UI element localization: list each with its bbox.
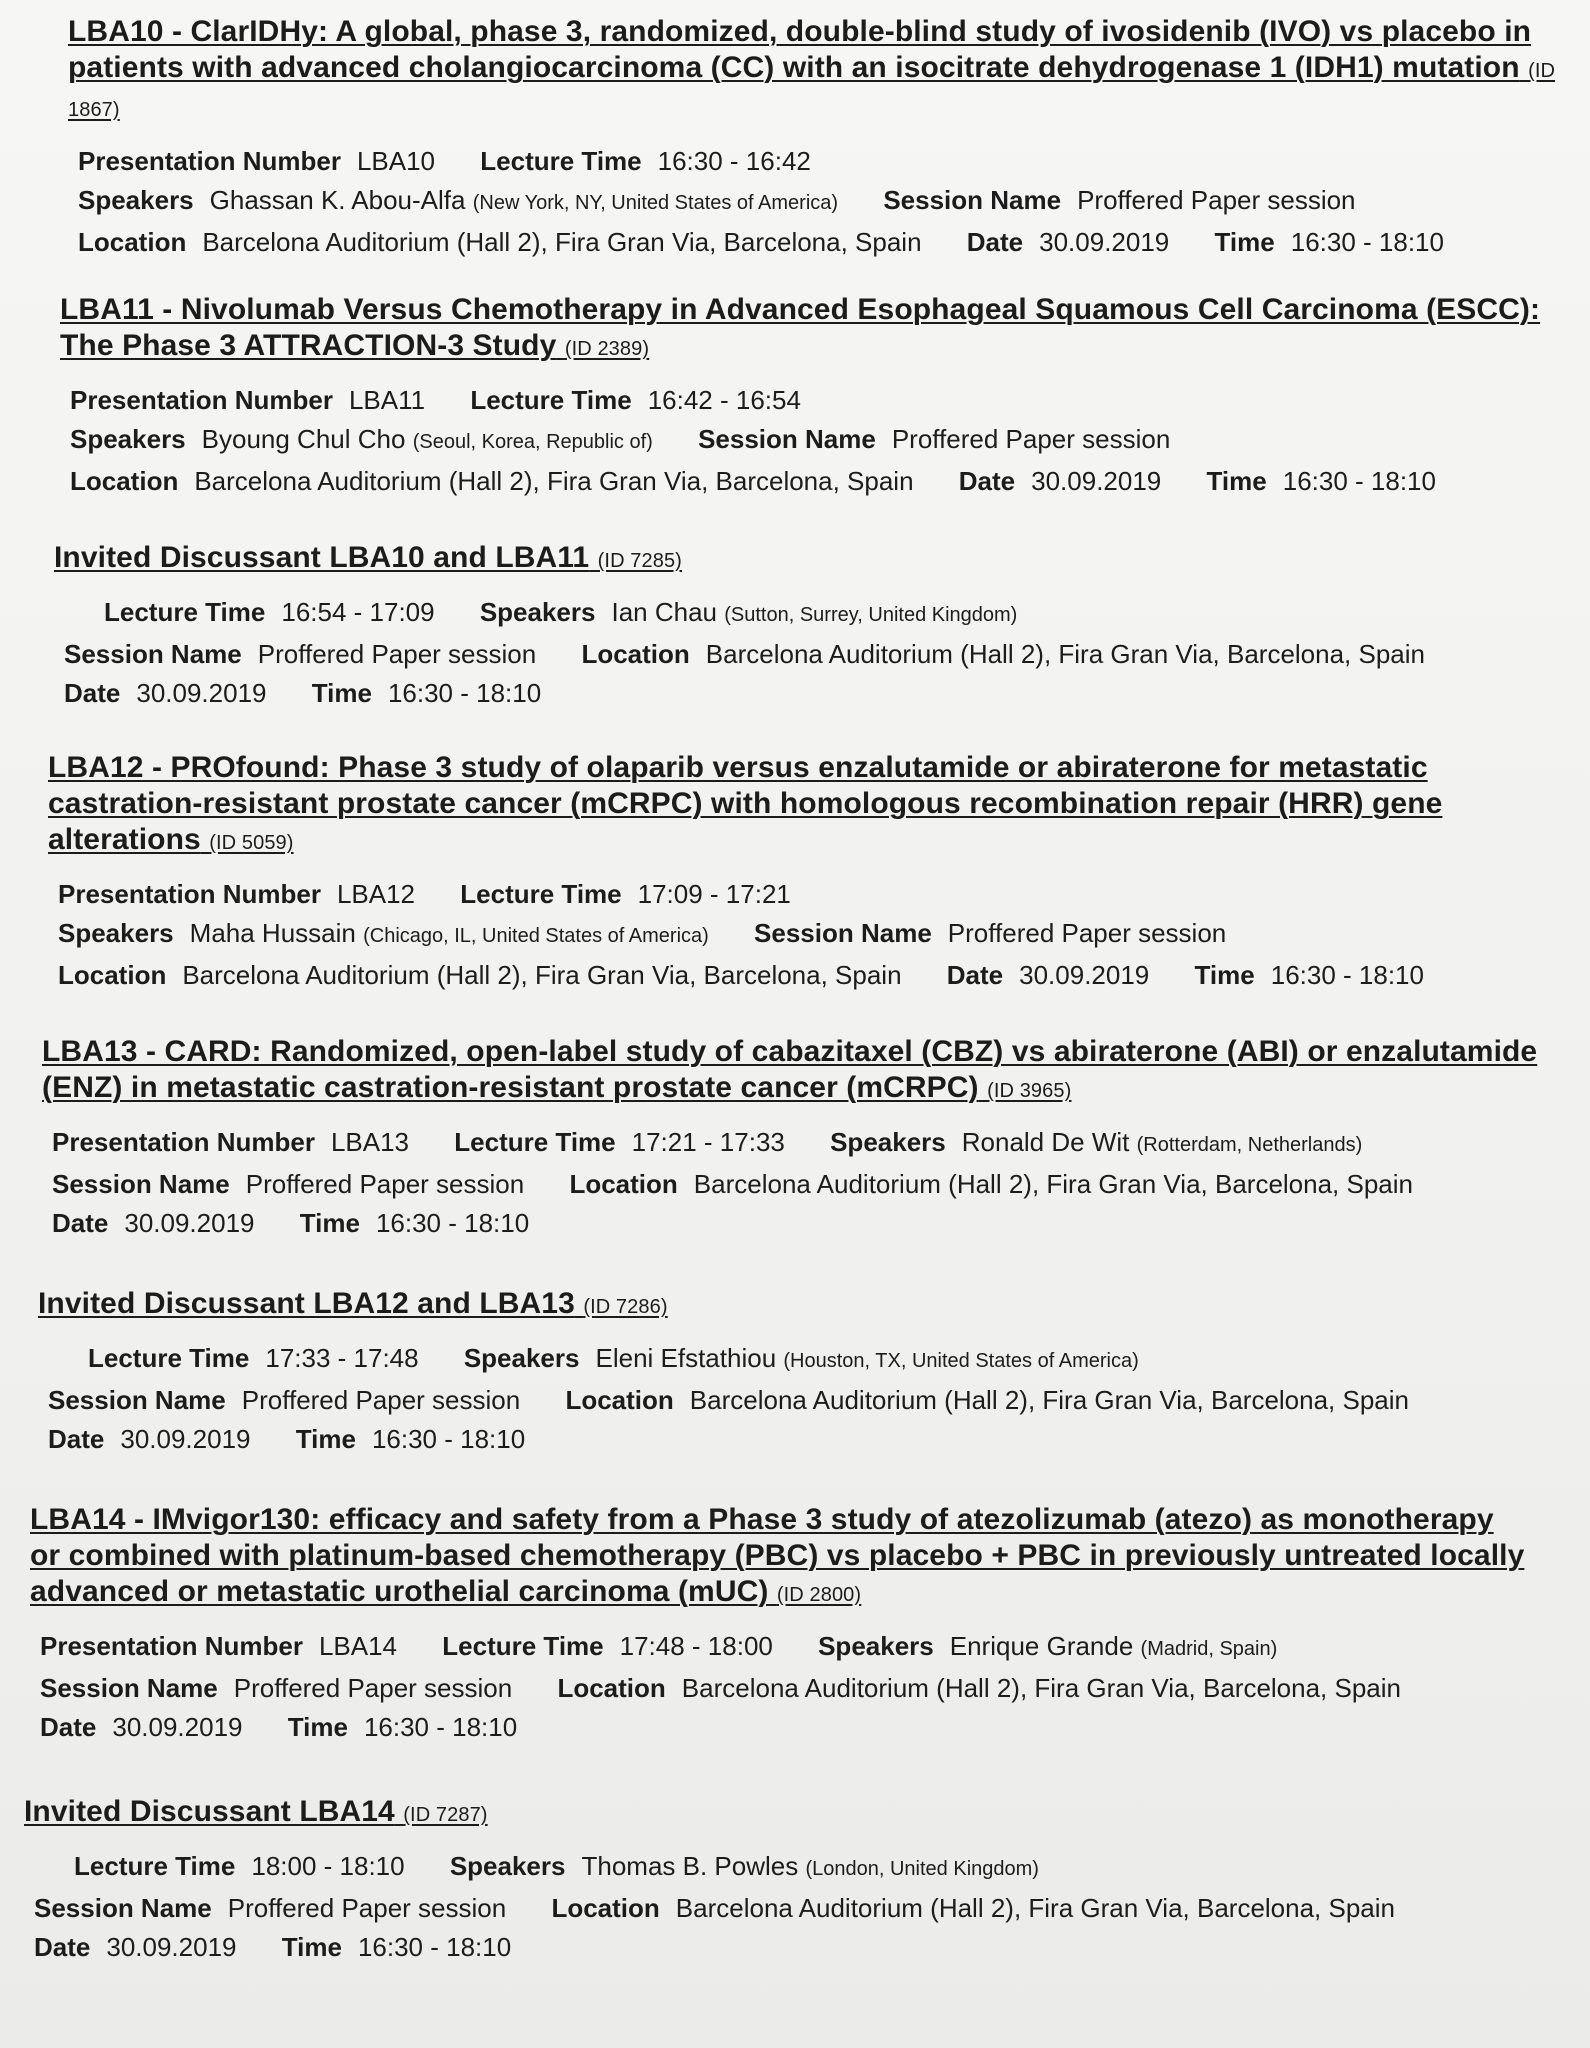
time-label: Time <box>1206 466 1267 496</box>
speakers-label: Speakers <box>463 1343 580 1373</box>
lecture-time-label: Lecture Time <box>88 1343 250 1373</box>
location-value: Barcelona Auditorium (Hall 2), Fira Gran Via, Barcelona, Spain <box>202 227 922 257</box>
date-label: Date <box>966 227 1024 257</box>
location-label: Location <box>557 1673 666 1703</box>
time-value: 16:30 - 18:10 <box>375 1208 530 1238</box>
time-value: 16:30 - 18:10 <box>387 678 542 708</box>
abstract-id: (ID 7287) <box>403 1804 488 1826</box>
abstract-title[interactable]: LBA13 - CARD: Randomized, open-label study of cabazitaxel (CBZ) vs abiraterone (ABI) or enzalutamide (ENZ) in metastatic castration-resistant prostate cancer (mCRPC) (ID 3965) <box>42 1035 1538 1104</box>
presentation-number-value: LBA14 <box>318 1631 398 1661</box>
discussant-title[interactable]: Invited Discussant LBA10 and LBA11 (ID 7285) <box>54 541 682 574</box>
session-name-value: Proffered Paper session <box>233 1673 513 1703</box>
abstract-id: (ID 7285) <box>597 550 682 572</box>
presentation-number-value: LBA11 <box>348 385 426 415</box>
speaker-name: Maha Hussain <box>189 918 356 948</box>
session-name-value: Proffered Paper session <box>257 639 537 669</box>
discussant-meta <box>24 1847 1524 1967</box>
speakers-label: Speakers <box>479 597 596 627</box>
lecture-time-label: Lecture Time <box>470 385 632 415</box>
abstract-entry <box>60 292 1560 501</box>
speakers-label: Speakers <box>449 1851 566 1881</box>
time-label: Time <box>299 1208 360 1238</box>
presentation-number-value: LBA12 <box>336 879 416 909</box>
speaker-name: Ronald De Wit <box>961 1127 1130 1157</box>
speaker-name: Ian Chau <box>611 597 718 627</box>
date-value: 30.09.2019 <box>120 1424 251 1454</box>
speaker-affiliation: (Houston, TX, United States of America) <box>783 1350 1139 1372</box>
date-label: Date <box>34 1932 91 1962</box>
abstract-entry <box>48 750 1548 995</box>
location-value: Barcelona Auditorium (Hall 2), Fira Gran Via, Barcelona, Spain <box>182 960 902 990</box>
location-value: Barcelona Auditorium (Hall 2), Fira Gran Via, Barcelona, Spain <box>705 639 1425 669</box>
time-label: Time <box>1194 960 1255 990</box>
session-name-label: Session Name <box>64 639 242 669</box>
date-value: 30.09.2019 <box>1039 227 1170 257</box>
presentation-number-value: LBA13 <box>330 1127 410 1157</box>
lecture-time-label: Lecture Time <box>480 146 642 176</box>
location-label: Location <box>78 227 187 257</box>
discussant-title[interactable]: Invited Discussant LBA14 (ID 7287) <box>24 1795 488 1828</box>
location-value: Barcelona Auditorium (Hall 2), Fira Gran Via, Barcelona, Spain <box>689 1385 1409 1415</box>
date-label: Date <box>40 1712 97 1742</box>
speakers-label: Speakers <box>58 918 174 948</box>
session-name-label: Session Name <box>48 1385 226 1415</box>
abstract-entry <box>42 1034 1542 1243</box>
date-label: Date <box>946 960 1004 990</box>
location-label: Location <box>581 639 690 669</box>
date-value: 30.09.2019 <box>106 1932 237 1962</box>
lecture-time-value: 16:54 - 17:09 <box>281 597 435 627</box>
discussant-entry <box>24 1794 1524 1967</box>
speaker-affiliation: (Sutton, Surrey, United Kingdom) <box>724 604 1018 626</box>
lecture-time-value: 17:33 - 17:48 <box>265 1343 419 1373</box>
date-value: 30.09.2019 <box>1019 960 1150 990</box>
session-name-value: Proffered Paper session <box>245 1169 525 1199</box>
time-value: 16:30 - 18:10 <box>1282 466 1436 496</box>
lecture-time-label: Lecture Time <box>104 597 266 627</box>
discussant-title[interactable]: Invited Discussant LBA12 and LBA13 (ID 7286) <box>38 1287 668 1320</box>
session-name-value: Proffered Paper session <box>241 1385 521 1415</box>
discussant-entry <box>54 540 1554 713</box>
presentation-number-label: Presentation Number <box>58 879 321 909</box>
speaker-name: Ghassan K. Abou-Alfa <box>209 185 466 215</box>
time-value: 16:30 - 18:10 <box>1270 960 1424 990</box>
presentation-number-label: Presentation Number <box>52 1127 315 1157</box>
speakers-label: Speakers <box>830 1127 946 1157</box>
abstract-meta <box>68 142 1568 262</box>
location-label: Location <box>58 960 167 990</box>
abstract-title[interactable]: LBA12 - PROfound: Phase 3 study of olaparib versus enzalutamide or abiraterone for metastatic castration-resistant prostate cancer (mCRPC) with homologous recombination repair (HRR) gene alterations (ID 5059) <box>48 751 1443 856</box>
location-value: Barcelona Auditorium (Hall 2), Fira Gran Via, Barcelona, Spain <box>681 1673 1401 1703</box>
abstract-meta <box>60 381 1560 501</box>
time-label: Time <box>311 678 372 708</box>
date-label: Date <box>52 1208 109 1238</box>
speaker-affiliation: (Madrid, Spain) <box>1140 1638 1278 1660</box>
speaker-affiliation: (New York, NY, United States of America) <box>472 192 839 214</box>
date-value: 30.09.2019 <box>1031 466 1162 496</box>
session-name-label: Session Name <box>754 918 932 948</box>
location-label: Location <box>569 1169 678 1199</box>
abstract-id: (ID 3965) <box>987 1080 1072 1102</box>
abstract-title[interactable]: LBA14 - IMvigor130: efficacy and safety from a Phase 3 study of atezolizumab (atezo) as monotherapy or combined with platinum-based chemotherapy (PBC) vs placebo + PBC in previously untreated locally advanced or metastatic urothelial carcinoma (mUC) (ID 2800) <box>30 1503 1525 1608</box>
session-name-value: Proffered Paper session <box>1077 185 1356 215</box>
time-value: 16:30 - 18:10 <box>1290 227 1444 257</box>
abstract-id: (ID 1867) <box>68 60 1556 121</box>
abstract-entry <box>68 14 1568 262</box>
date-label: Date <box>48 1424 105 1454</box>
session-name-value: Proffered Paper session <box>891 424 1171 454</box>
lecture-time-value: 17:21 - 17:33 <box>631 1127 785 1157</box>
date-value: 30.09.2019 <box>136 678 267 708</box>
location-value: Barcelona Auditorium (Hall 2), Fira Gran Via, Barcelona, Spain <box>675 1893 1395 1923</box>
location-value: Barcelona Auditorium (Hall 2), Fira Gran Via, Barcelona, Spain <box>194 466 914 496</box>
session-name-value: Proffered Paper session <box>227 1893 507 1923</box>
location-label: Location <box>70 466 179 496</box>
abstract-meta <box>30 1627 1530 1747</box>
speakers-label: Speakers <box>70 424 186 454</box>
time-label: Time <box>287 1712 348 1742</box>
speakers-label: Speakers <box>818 1631 934 1661</box>
speaker-name: Eleni Efstathiou <box>595 1343 777 1373</box>
abstract-id: (ID 5059) <box>209 832 294 854</box>
time-value: 16:30 - 18:10 <box>371 1424 526 1454</box>
location-value: Barcelona Auditorium (Hall 2), Fira Gran Via, Barcelona, Spain <box>693 1169 1413 1199</box>
date-label: Date <box>64 678 121 708</box>
abstract-meta <box>42 1123 1542 1243</box>
session-name-value: Proffered Paper session <box>947 918 1227 948</box>
session-name-label: Session Name <box>52 1169 230 1199</box>
speaker-name: Enrique Grande <box>949 1631 1134 1661</box>
abstract-id: (ID 7286) <box>583 1296 668 1318</box>
discussant-meta <box>38 1339 1538 1459</box>
date-value: 30.09.2019 <box>124 1208 255 1238</box>
presentation-number-label: Presentation Number <box>78 146 341 176</box>
location-label: Location <box>551 1893 660 1923</box>
date-label: Date <box>958 466 1016 496</box>
speakers-label: Speakers <box>78 185 194 215</box>
lecture-time-value: 17:48 - 18:00 <box>619 1631 773 1661</box>
session-name-label: Session Name <box>883 185 1062 215</box>
discussant-meta <box>54 593 1554 713</box>
presentation-number-label: Presentation Number <box>40 1631 303 1661</box>
time-value: 16:30 - 18:10 <box>363 1712 518 1742</box>
speaker-affiliation: (London, United Kingdom) <box>805 1858 1039 1880</box>
lecture-time-value: 17:09 - 17:21 <box>637 879 791 909</box>
abstract-entry <box>30 1502 1530 1747</box>
speaker-name: Thomas B. Powles <box>581 1851 799 1881</box>
abstract-title[interactable]: LBA11 - Nivolumab Versus Chemotherapy in Advanced Esophageal Squamous Cell Carcinoma (ESCC): The Phase 3 ATTRACTION-3 Study (ID 2389) <box>60 293 1541 362</box>
session-name-label: Session Name <box>40 1673 218 1703</box>
lecture-time-value: 18:00 - 18:10 <box>251 1851 405 1881</box>
location-label: Location <box>565 1385 674 1415</box>
abstract-id: (ID 2389) <box>564 338 650 360</box>
speaker-affiliation: (Chicago, IL, United States of America) <box>363 925 709 947</box>
presentation-number-value: LBA10 <box>356 146 436 176</box>
speaker-affiliation: (Seoul, Korea, Republic of) <box>412 431 653 453</box>
abstract-id: (ID 2800) <box>776 1584 862 1606</box>
time-label: Time <box>295 1424 356 1454</box>
lecture-time-label: Lecture Time <box>442 1631 604 1661</box>
abstract-meta <box>48 875 1548 995</box>
abstract-title[interactable]: LBA10 - ClarIDHy: A global, phase 3, randomized, double-blind study of ivosidenib (IVO) vs placebo in patients with advanced cholangiocarcinoma (CC) with an isocitrate dehydrogenase 1 (IDH1) mutation (ID 1867) <box>68 15 1556 121</box>
time-value: 16:30 - 18:10 <box>357 1932 512 1962</box>
time-label: Time <box>281 1932 342 1962</box>
speaker-affiliation: (Rotterdam, Netherlands) <box>1136 1134 1363 1156</box>
lecture-time-label: Lecture Time <box>460 879 622 909</box>
session-name-label: Session Name <box>698 424 876 454</box>
discussant-entry <box>38 1286 1538 1459</box>
date-value: 30.09.2019 <box>112 1712 243 1742</box>
lecture-time-label: Lecture Time <box>74 1851 236 1881</box>
lecture-time-value: 16:42 - 16:54 <box>647 385 801 415</box>
presentation-number-label: Presentation Number <box>70 385 333 415</box>
session-name-label: Session Name <box>34 1893 212 1923</box>
time-label: Time <box>1214 227 1275 257</box>
speaker-name: Byoung Chul Cho <box>201 424 406 454</box>
lecture-time-label: Lecture Time <box>454 1127 616 1157</box>
lecture-time-value: 16:30 - 16:42 <box>657 146 811 176</box>
